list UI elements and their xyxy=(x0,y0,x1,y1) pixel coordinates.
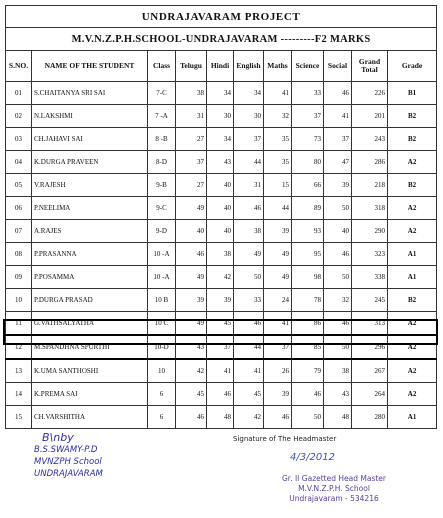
maths-cell: 44 xyxy=(264,197,292,220)
science-cell: 95 xyxy=(292,243,324,266)
total-cell: 286 xyxy=(352,151,388,174)
english-cell: 44 xyxy=(234,335,264,359)
table-row xyxy=(6,289,437,312)
social-cell: 41 xyxy=(324,105,352,128)
sno-cell: 13 xyxy=(6,359,32,383)
headmaster-caption: Signature of The Headmaster xyxy=(233,435,337,443)
name-cell: N.LAKSHMI xyxy=(32,105,148,128)
class-cell: 6 xyxy=(148,383,176,406)
total-cell: 313 xyxy=(352,312,388,336)
social-cell: 46 xyxy=(324,312,352,336)
name-cell: M.SPANDHNA SPURTHI xyxy=(32,335,148,359)
hindi-cell: 34 xyxy=(207,82,234,105)
table-row xyxy=(6,151,437,174)
grade-cell: A2 xyxy=(388,359,437,383)
class-cell: 10 B xyxy=(148,289,176,312)
social-cell: 48 xyxy=(324,406,352,429)
science-cell: 46 xyxy=(292,383,324,406)
hindi-cell: 30 xyxy=(207,105,234,128)
total-cell: 338 xyxy=(352,266,388,289)
headmaster-signature-date: 4/3/2012 xyxy=(290,452,335,463)
hindi-cell: 39 xyxy=(207,289,234,312)
grade-cell: B1 xyxy=(388,82,437,105)
table-row xyxy=(6,312,437,336)
english-cell: 49 xyxy=(234,243,264,266)
stamp-line-1: Gr. II Gazetted Head Master xyxy=(282,474,386,483)
telugu-cell: 40 xyxy=(176,220,207,243)
science-cell: 93 xyxy=(292,220,324,243)
hindi-cell: 40 xyxy=(207,220,234,243)
social-cell: 46 xyxy=(324,243,352,266)
table-row xyxy=(6,266,437,289)
maths-cell: 46 xyxy=(264,406,292,429)
sno-cell: 14 xyxy=(6,383,32,406)
table-row xyxy=(6,406,437,429)
maths-cell: 39 xyxy=(264,220,292,243)
sno-cell: 04 xyxy=(6,151,32,174)
hindi-cell: 46 xyxy=(207,383,234,406)
marks-table xyxy=(5,5,437,429)
english-cell: 33 xyxy=(234,289,264,312)
sheet-title: UNDRAJAVARAM PROJECT xyxy=(6,6,437,28)
total-cell: 267 xyxy=(352,359,388,383)
english-cell: 44 xyxy=(234,151,264,174)
col-header-hindi: Hindi xyxy=(207,51,234,82)
stamp-line-3: Undrajavaram - 534216 xyxy=(289,494,379,503)
headmaster-stamp xyxy=(282,474,386,504)
maths-cell: 41 xyxy=(264,82,292,105)
maths-cell: 37 xyxy=(264,335,292,359)
sheet-subtitle: M.V.N.Z.P.H.SCHOOL-UNDRAJAVARAM ---------F2 MARKS xyxy=(6,28,437,51)
telugu-cell: 27 xyxy=(176,174,207,197)
english-cell: 37 xyxy=(234,128,264,151)
grade-cell: A2 xyxy=(388,220,437,243)
col-header-telugu: Telugu xyxy=(176,51,207,82)
col-header-name: NAME OF THE STUDENT xyxy=(32,51,148,82)
sno-cell: 10 xyxy=(6,289,32,312)
grade-cell: B2 xyxy=(388,105,437,128)
science-cell: 80 xyxy=(292,151,324,174)
name-cell: P.POSAMMA xyxy=(32,266,148,289)
science-cell: 33 xyxy=(292,82,324,105)
english-cell: 50 xyxy=(234,266,264,289)
social-cell: 39 xyxy=(324,174,352,197)
sno-cell: 09 xyxy=(6,266,32,289)
total-cell: 318 xyxy=(352,197,388,220)
maths-cell: 35 xyxy=(264,151,292,174)
grade-cell: B2 xyxy=(388,128,437,151)
maths-cell: 41 xyxy=(264,312,292,336)
table-row xyxy=(6,82,437,105)
hindi-cell: 42 xyxy=(207,266,234,289)
col-header-science: Science xyxy=(292,51,324,82)
total-cell: 243 xyxy=(352,128,388,151)
name-cell: G.VATHSALYATHA xyxy=(32,312,148,336)
name-cell: K.DURGA PRAVEEN xyxy=(32,151,148,174)
maths-cell: 49 xyxy=(264,266,292,289)
telugu-cell: 31 xyxy=(176,105,207,128)
science-cell: 50 xyxy=(292,406,324,429)
class-cell: 10-D xyxy=(148,335,176,359)
maths-cell: 26 xyxy=(264,359,292,383)
sno-cell: 08 xyxy=(6,243,32,266)
telugu-cell: 46 xyxy=(176,406,207,429)
table-row xyxy=(6,174,437,197)
telugu-cell: 46 xyxy=(176,243,207,266)
english-cell: 31 xyxy=(234,174,264,197)
name-cell: P.NEELIMA xyxy=(32,197,148,220)
col-header-total: Grand Total xyxy=(352,51,388,82)
social-cell: 50 xyxy=(324,335,352,359)
name-cell: P.PRASANNA xyxy=(32,243,148,266)
hindi-cell: 38 xyxy=(207,243,234,266)
total-cell: 226 xyxy=(352,82,388,105)
table-row xyxy=(6,128,437,151)
maths-cell: 35 xyxy=(264,128,292,151)
science-cell: 86 xyxy=(292,312,324,336)
maths-cell: 39 xyxy=(264,383,292,406)
english-cell: 34 xyxy=(234,82,264,105)
maths-cell: 24 xyxy=(264,289,292,312)
maths-cell: 32 xyxy=(264,105,292,128)
pd-signature-line-3: UNDRAJAVARAM xyxy=(34,469,103,479)
grade-cell: A1 xyxy=(388,243,437,266)
english-cell: 42 xyxy=(234,406,264,429)
total-cell: 280 xyxy=(352,406,388,429)
english-cell: 45 xyxy=(234,383,264,406)
maths-cell: 49 xyxy=(264,243,292,266)
name-cell: CH.JAHAVI SAI xyxy=(32,128,148,151)
name-cell: CH.VARSHITHA xyxy=(32,406,148,429)
science-cell: 79 xyxy=(292,359,324,383)
marks-sheet xyxy=(5,5,436,429)
table-row xyxy=(6,383,437,406)
total-cell: 296 xyxy=(352,335,388,359)
pd-signature-line-2: MVNZPH School xyxy=(34,457,102,467)
col-header-grade: Grade xyxy=(388,51,437,82)
name-cell: K.PREMA SAI xyxy=(32,383,148,406)
name-cell: P.DURGA PRASAD xyxy=(32,289,148,312)
hindi-cell: 41 xyxy=(207,359,234,383)
telugu-cell: 49 xyxy=(176,197,207,220)
social-cell: 40 xyxy=(324,220,352,243)
science-cell: 98 xyxy=(292,266,324,289)
table-row xyxy=(6,243,437,266)
class-cell: 10 -A xyxy=(148,266,176,289)
hindi-cell: 48 xyxy=(207,406,234,429)
sno-cell: 02 xyxy=(6,105,32,128)
sno-cell: 12 xyxy=(6,335,32,359)
hindi-cell: 40 xyxy=(207,174,234,197)
telugu-cell: 49 xyxy=(176,312,207,336)
telugu-cell: 37 xyxy=(176,151,207,174)
science-cell: 73 xyxy=(292,128,324,151)
class-cell: 10 -A xyxy=(148,243,176,266)
total-cell: 245 xyxy=(352,289,388,312)
col-header-social: Social xyxy=(324,51,352,82)
science-cell: 78 xyxy=(292,289,324,312)
grade-cell: A2 xyxy=(388,197,437,220)
class-cell: 7 -A xyxy=(148,105,176,128)
class-cell: 9-C xyxy=(148,197,176,220)
social-cell: 47 xyxy=(324,151,352,174)
total-cell: 201 xyxy=(352,105,388,128)
telugu-cell: 27 xyxy=(176,128,207,151)
telugu-cell: 39 xyxy=(176,289,207,312)
english-cell: 38 xyxy=(234,220,264,243)
col-header-english: English xyxy=(234,51,264,82)
hindi-cell: 37 xyxy=(207,335,234,359)
table-row xyxy=(6,335,437,359)
table-row xyxy=(6,197,437,220)
hindi-cell: 43 xyxy=(207,151,234,174)
telugu-cell: 42 xyxy=(176,359,207,383)
sno-cell: 06 xyxy=(6,197,32,220)
table-row xyxy=(6,105,437,128)
class-cell: 7-C xyxy=(148,82,176,105)
class-cell: 10 xyxy=(148,359,176,383)
social-cell: 50 xyxy=(324,266,352,289)
total-cell: 323 xyxy=(352,243,388,266)
grade-cell: A2 xyxy=(388,383,437,406)
name-cell: V.RAJESH xyxy=(32,174,148,197)
class-cell: 10 C xyxy=(148,312,176,336)
name-cell: A.RAJES xyxy=(32,220,148,243)
sno-cell: 05 xyxy=(6,174,32,197)
social-cell: 46 xyxy=(324,82,352,105)
telugu-cell: 43 xyxy=(176,335,207,359)
english-cell: 46 xyxy=(234,197,264,220)
telugu-cell: 45 xyxy=(176,383,207,406)
social-cell: 50 xyxy=(324,197,352,220)
col-header-class: Class xyxy=(148,51,176,82)
class-cell: 8-D xyxy=(148,151,176,174)
science-cell: 37 xyxy=(292,105,324,128)
sno-cell: 01 xyxy=(6,82,32,105)
total-cell: 218 xyxy=(352,174,388,197)
maths-cell: 15 xyxy=(264,174,292,197)
social-cell: 43 xyxy=(324,383,352,406)
sno-cell: 07 xyxy=(6,220,32,243)
class-cell: 9-B xyxy=(148,174,176,197)
class-cell: 6 xyxy=(148,406,176,429)
col-header-sno: S.NO. xyxy=(6,51,32,82)
header-row xyxy=(6,51,437,82)
name-cell: K.UMA SANTHOSHI xyxy=(32,359,148,383)
social-cell: 32 xyxy=(324,289,352,312)
science-cell: 66 xyxy=(292,174,324,197)
sno-cell: 11 xyxy=(6,312,32,336)
stamp-line-2: M.V.N.Z.P.H. School xyxy=(298,484,370,493)
pd-signature-line-1: B.S.SWAMY-P.D xyxy=(34,445,98,455)
table-row xyxy=(6,220,437,243)
science-cell: 85 xyxy=(292,335,324,359)
telugu-cell: 38 xyxy=(176,82,207,105)
english-cell: 41 xyxy=(234,359,264,383)
english-cell: 46 xyxy=(234,312,264,336)
science-cell: 89 xyxy=(292,197,324,220)
sno-cell: 15 xyxy=(6,406,32,429)
pd-signature: B\nby B.S.SWAMY-P.D MVNZPH School UNDRAJAVARAM xyxy=(34,431,103,479)
english-cell: 30 xyxy=(234,105,264,128)
social-cell: 38 xyxy=(324,359,352,383)
hindi-cell: 40 xyxy=(207,197,234,220)
telugu-cell: 49 xyxy=(176,266,207,289)
hindi-cell: 45 xyxy=(207,312,234,336)
col-header-maths: Maths xyxy=(264,51,292,82)
hindi-cell: 34 xyxy=(207,128,234,151)
grade-cell: A2 xyxy=(388,151,437,174)
grade-cell: A2 xyxy=(388,312,437,336)
class-cell: 8 -B xyxy=(148,128,176,151)
social-cell: 37 xyxy=(324,128,352,151)
total-cell: 264 xyxy=(352,383,388,406)
table-row xyxy=(6,359,437,383)
grade-cell: A1 xyxy=(388,406,437,429)
grade-cell: B2 xyxy=(388,174,437,197)
total-cell: 290 xyxy=(352,220,388,243)
name-cell: S.CHAITANYA SRI SAI xyxy=(32,82,148,105)
grade-cell: B2 xyxy=(388,289,437,312)
grade-cell: A1 xyxy=(388,266,437,289)
sno-cell: 03 xyxy=(6,128,32,151)
grade-cell: A2 xyxy=(388,335,437,359)
class-cell: 9-D xyxy=(148,220,176,243)
